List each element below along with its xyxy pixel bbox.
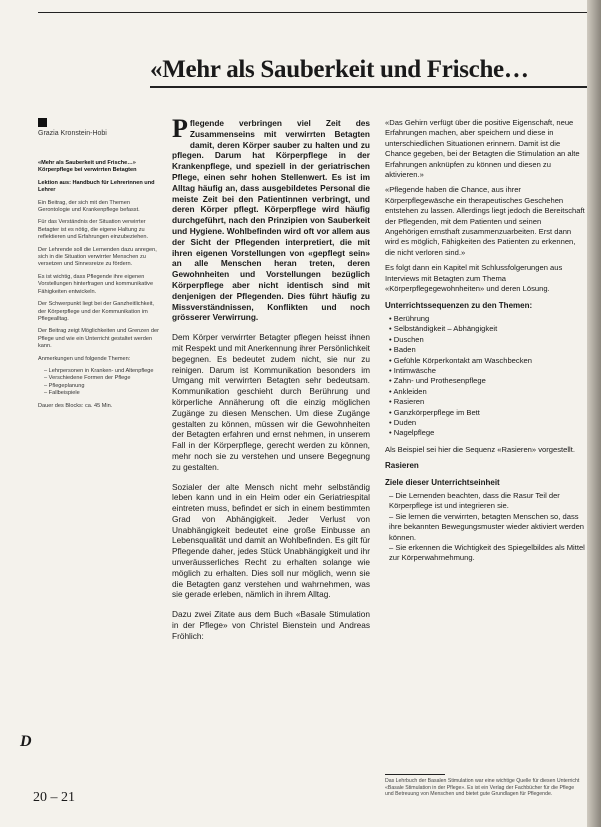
article-title: «Mehr als Sauberkeit und Frische… xyxy=(150,56,529,83)
body-paragraph: Sozialer der alte Mensch nicht mehr selbständig leben kann und in ein Heim oder ein Geriatriespital eintreten muss, befindet er sich in einem bestimmten Grad von Abhängigkeit. Jeder Verlust von Unabhängigkeit bedeutet eine große Einbusse an Lebensqualität und damit an Wohlbefinden. Es gilt für Pflegende daher, jedes Stück Unabhängigkeit und ihr unveräusserliches Recht zu erhalten solange wie möglich zu erhalten. Dies soll nur möglich, wenn sie die Betagten ganz verstehen und wahrnehmen, was sie gerade erleben, nämlich in ihrem Alltag. xyxy=(172,481,370,600)
list-item: • Rasieren xyxy=(389,397,585,407)
lead-text: flegende verbringen viel Zeit des Zusammenseins mit verwirrten Betagten damit, deren Körper sauber zu halten und zu pflegen. Darum hat Körperpflege in der Krankenpflege, und speziell in der geriatrischen Pflege, einen sehr hohen Stellenwert. Es ist im Alltag häufig an, dass ausgebildetes Personal die meiste Zeit bei den Patientinnen verbringt, und deren Körper pflegt. Körperpflege wird häufig durchgeführt, nach den Prinzipien von Sauberkeit und Hygiene. Wohlbefinden wird oft vor allem aus der Sicht der Pflegenden interpretiert, die mit ihren eigenen Vorstellungen von «gepflegt sein» an alle Menschen heran treten, deren Gewohnheiten und Vorstellungen bezüglich Körperpflege aber nicht identisch sind mit denjenigen der Pflegenden. Dies führt häufig zu Missverständnissen, Konflikten und noch grösserer Verwirrung. xyxy=(172,118,370,323)
sidebar xyxy=(38,160,160,750)
section-letter: D xyxy=(20,733,32,750)
list-item: • Selbständigkeit – Abhängigkeit xyxy=(389,324,585,334)
sidebar-paragraph: Für das Verständnis der Situation verwirrter Betagter ist es nötig, die eigene Haltung zu reflektieren und Erfahrungen einzubeziehen. xyxy=(38,219,149,241)
list-item: • Berührung xyxy=(389,314,585,324)
list-item: – Die Lernenden beachten, dass die Rasur Teil der Körperpflege ist und integrieren sie. xyxy=(389,491,585,512)
list-item: • Nagelpflege xyxy=(389,428,585,438)
author-name: Grazia Kronstein-Hobi xyxy=(38,130,107,137)
top-rule xyxy=(38,12,588,13)
page-number: 20 – 21 xyxy=(33,790,75,805)
sidebar-paragraph: Der Lehrende soll die Lernenden dazu anregen, sich in die Situation verwirrter Menschen zu versetzen und Sinnesreize zu fördern. xyxy=(38,246,157,268)
section-marker-square xyxy=(38,118,47,127)
sidebar-paragraph: Der Beitrag zeigt Möglichkeiten und Grenzen der Pflege und wie ein Unterricht gestaltet werden kann. xyxy=(38,328,159,350)
goals-list xyxy=(385,491,585,564)
sidebar-paragraph: Es ist wichtig, dass Pflegende ihre eigenen Vorstellungen hinterfragen und kommunikative Fähigkeiten entwickeln. xyxy=(38,273,154,295)
body-paragraph: Es folgt dann ein Kapitel mit Schlussfolgerungen aus Interviews mit Betagten zum Thema «Körperpflegegewohnheiten» und deren Lösung. xyxy=(385,263,563,294)
section-subheading: Ziele dieser Unterrichtseinheit xyxy=(385,477,500,487)
sidebar-paragraph: Anmerkungen und folgende Themen: xyxy=(38,355,131,362)
main-column xyxy=(172,118,370,818)
topics-list xyxy=(385,314,585,439)
footnote-rule xyxy=(385,774,445,775)
lead-paragraph xyxy=(172,118,370,323)
list-item: • Ganzkörperpflege im Bett xyxy=(389,408,585,418)
list-item: – Sie erkennen die Wichtigkeit des Spiegelbildes als Mittel zur Körperwahrnehmung. xyxy=(389,543,585,564)
list-item: • Ankleiden xyxy=(389,387,585,397)
list-item: • Gefühle Körperkontakt am Waschbecken xyxy=(389,356,585,366)
list-item: – Fallbeispiele xyxy=(44,390,160,397)
sidebar-paragraph: Der Schwerpunkt liegt bei der Ganzheitlichkeit, der Körperpflege und der Kommunikation im Pflegealltag. xyxy=(38,301,154,322)
list-item: • Intimwäsche xyxy=(389,366,585,376)
sidebar-list xyxy=(38,368,160,398)
list-item: • Duschen xyxy=(389,335,585,345)
title-underline xyxy=(150,86,590,88)
list-item: – Pflegeplanung xyxy=(44,383,160,390)
list-item: • Duden xyxy=(389,418,585,428)
sidebar-duration: Dauer des Blocks: ca. 45 Min. xyxy=(38,402,113,409)
section-heading: Unterrichtssequenzen zu den Themen: xyxy=(385,300,533,310)
quote-paragraph: «Das Gehirn verfügt über die positive Eigenschaft, neue Erfahrungen machen, aber speichern und diese in unterschiedlichen Situationen erinnern. Damit ist die Chance gegeben, bei der Betagten die Stimulation an alte Erfahrungen anknüpfen zu können und diesen zu aktivieren.» xyxy=(385,118,580,180)
list-item: – Lehrpersonen in Kranken- und Altenpflege xyxy=(44,368,160,375)
sidebar-paragraph: Lektion aus: Handbuch für Lehrerinnen und Lehrer xyxy=(38,179,155,194)
section-heading: Rasieren xyxy=(385,461,419,471)
body-paragraph: Als Beispiel sei hier die Sequenz «Rasieren» vorgestellt. xyxy=(385,444,575,454)
right-column xyxy=(385,118,585,808)
list-item: – Sie lernen die verwirrten, betagten Menschen so, dass ihre bekannten Bewegungsmuster wieder aktiviert werden können. xyxy=(389,512,585,543)
body-paragraph: Dem Körper verwirrter Betagter pflegen heisst ihnen mit Respekt und mit Anerkennung ihrer Persönlichkeit begegnen. Es bedeutet zudem nicht, sie nur zu reinigen. Darum ist Kommunikation besonders im Umgang mit verwirrten Betagten sehr bedeutsam. Kommunikation geschieht durch Berührung und körperliche Annäherung oft die einzig möglichen Zugänge zu diesen Menschen. Um diese Zugänge gestalten zu können, müssen wir die Gewohnheiten der Betagten erfahren und ernst nehmen, in unserem Fall in der Körperpflege, gerecht werden zu können, mehr noch sie zu verstehen und unsere Begegnung zu gestalten. xyxy=(172,332,370,472)
list-item: • Zahn- und Prothesenpflege xyxy=(389,376,585,386)
list-item: • Baden xyxy=(389,345,585,355)
quote-paragraph: «Pflegende haben die Chance, aus ihrer Körperpflegewäsche ein therapeutisches Geschehen entstehen zu lassen. Allerdings liegt jedoch die Bereitschaft der Pflegenden, mit dem Patienten und seinen Angehörigen ernsthaft zusammenzuarbeiten. Erst dann wird es möglich, Fähigkeiten des Patienten zu erkennen, die nicht verloren sind.» xyxy=(385,185,585,257)
page-edge-shadow xyxy=(587,0,601,827)
drop-cap: P xyxy=(172,118,188,143)
list-item: – Verschiedene Formen der Pflege xyxy=(44,375,160,382)
sidebar-paragraph: Ein Beitrag, der sich mit den Themen Gerontologie und Krankenpflege befasst. xyxy=(38,199,140,214)
footnote: Das Lehrbuch der Basalen Stimulation war eine wichtige Quelle für diesen Unterricht «Basale Stimulation in der Pflege». Es ist ein Verlag der Fachbücher für die Pflege und Betreuung von Menschen und bietet gute Grundlagen für Pflegende. xyxy=(385,778,580,798)
body-paragraph: Dazu zwei Zitate aus dem Buch «Basale Stimulation in der Pflege» von Christel Bienstein und Andreas Fröhlich: xyxy=(172,609,370,641)
sidebar-paragraph: «Mehr als Sauberkeit und Frische…» Körperpflege bei verwirrten Betagten xyxy=(38,160,137,174)
